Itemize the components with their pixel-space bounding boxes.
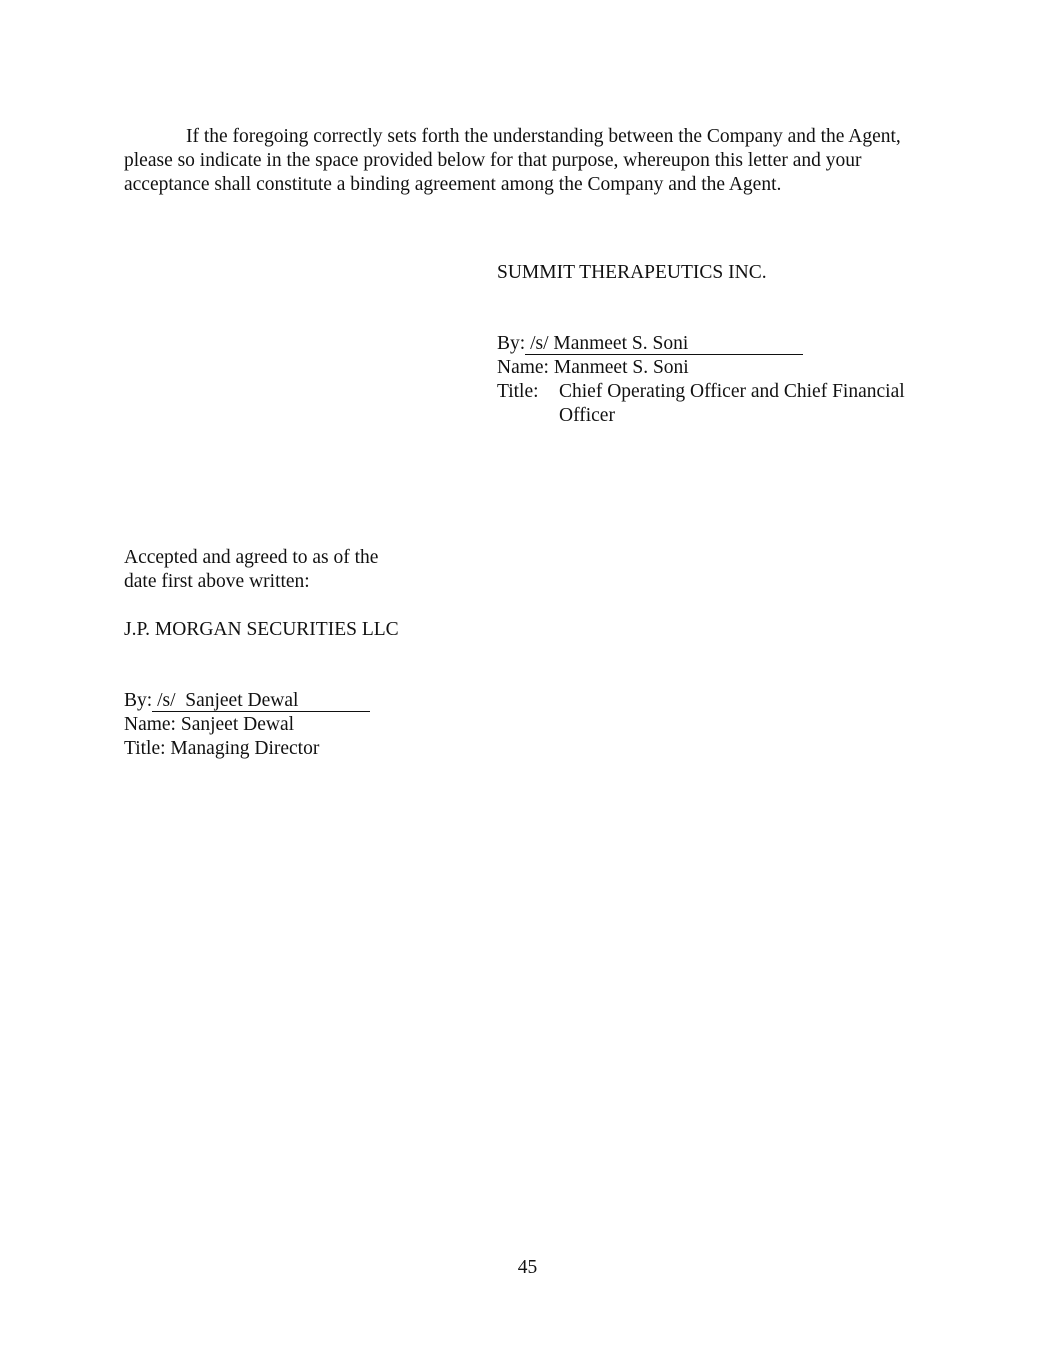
- agent-signature: /s/ Sanjeet Dewal: [152, 691, 370, 712]
- company-signatory-title: [497, 380, 947, 428]
- company-name: SUMMIT THERAPEUTICS INC.: [497, 262, 767, 283]
- company-title-value: Chief Operating Officer and Chief Financial Officer: [559, 381, 905, 426]
- agent-signatory-title: Title: Managing Director: [124, 738, 320, 759]
- acceptance-statement: [124, 546, 444, 594]
- company-signature: /s/ Manmeet S. Soni: [525, 334, 803, 355]
- company-signatory-name: Name: Manmeet S. Soni: [497, 357, 689, 378]
- company-signature-header: [497, 261, 947, 285]
- agent-by-label: By:: [124, 690, 153, 711]
- company-signature-block: [497, 332, 947, 428]
- agent-name: J.P. MORGAN SECURITIES LLC: [124, 619, 399, 640]
- company-by-label: By:: [497, 333, 526, 354]
- intro-paragraph: If the foregoing correctly sets forth the understanding between the Company and the Agent, please so indicate in the space provided below for that purpose, whereupon this letter and your acceptance shall constitute a binding agreement among the Company and the Agent.: [124, 126, 901, 195]
- agent-signatory-name: Name: Sanjeet Dewal: [124, 714, 295, 735]
- page-number: 45: [517, 1257, 538, 1278]
- acceptance-line-2: date first above written:: [124, 571, 310, 592]
- acceptance-line-1: Accepted and agreed to as of the: [124, 547, 379, 568]
- company-title-label: Title:: [497, 381, 539, 402]
- company-by-line: [497, 332, 947, 356]
- agent-signature-block: [124, 689, 524, 761]
- agent-by-line: [124, 689, 524, 713]
